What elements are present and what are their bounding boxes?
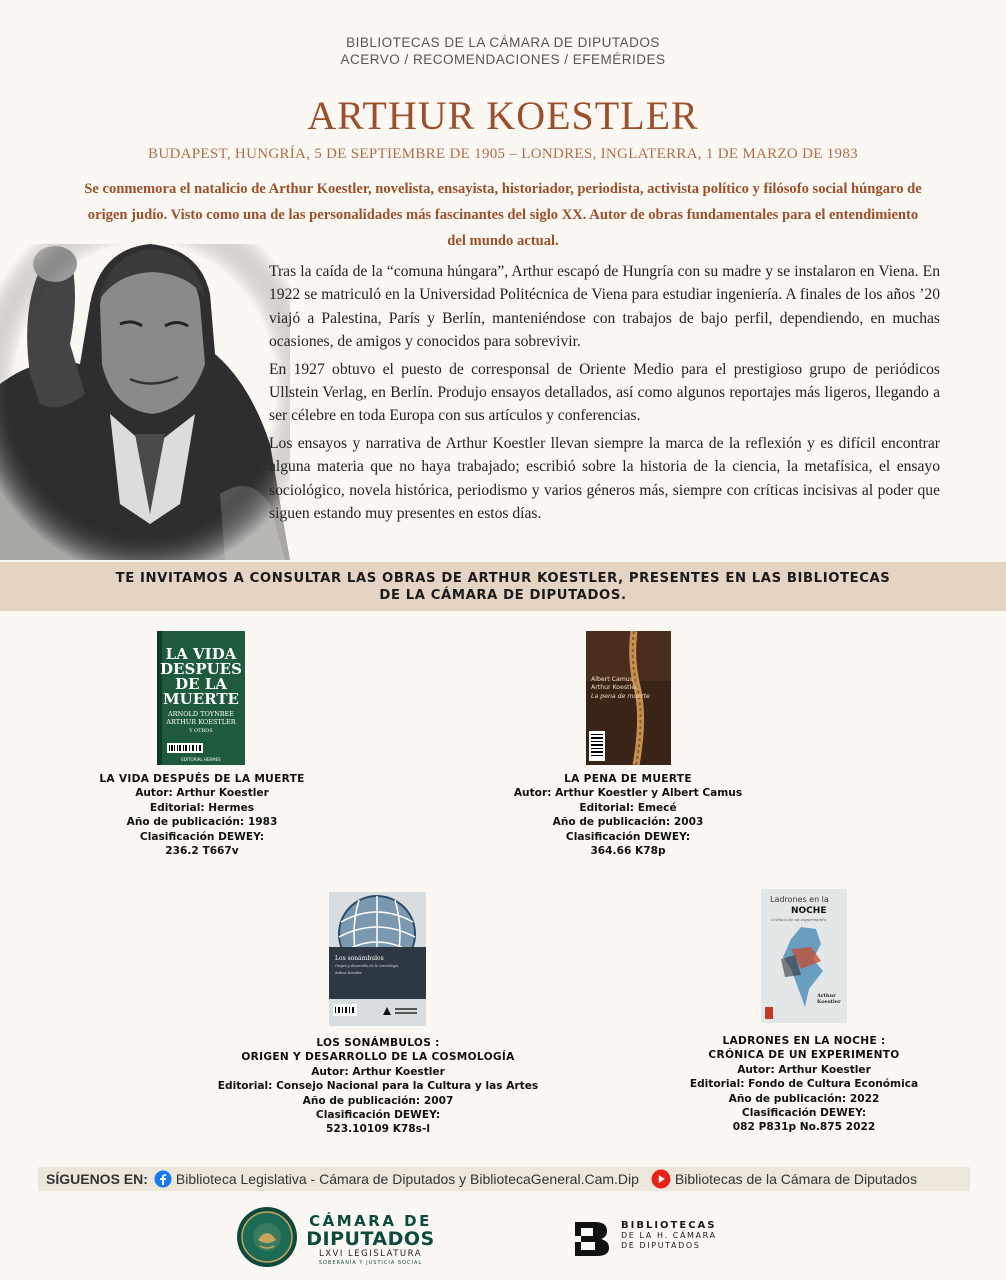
book-title-line2: CRÓNICA DE UN EXPERIMENTO <box>708 1049 900 1062</box>
svg-text:Arthur: Arthur <box>817 993 836 999</box>
book-publisher: Editorial: Fondo de Cultura Económica <box>689 1078 919 1091</box>
book-cover-pena-muerte <box>586 631 671 765</box>
svg-text:ARNOLD TOYNBEE: ARNOLD TOYNBEE <box>167 710 235 718</box>
camara-line4: SOBERANÍA Y JUSTICIA SOCIAL <box>318 1260 423 1266</box>
book-card-pena-muerte <box>488 772 768 858</box>
header-line2: ACERVO / RECOMENDACIONES / EFEMÉRIDES <box>340 52 666 67</box>
book-cover-ladrones-noche <box>761 889 847 1023</box>
social-label: SÍGUENOS EN: <box>46 1171 148 1187</box>
camara-line3: LXVI LEGISLATURA <box>318 1249 423 1259</box>
svg-text:MUERTE: MUERTE <box>163 690 239 708</box>
book-author: Autor: Arthur Koestler <box>737 1063 871 1076</box>
book-publisher: Editorial: Consejo Nacional para la Cultura y las Artes <box>217 1080 539 1093</box>
svg-text:NOCHE: NOCHE <box>791 906 827 916</box>
svg-text:Ladrones en la: Ladrones en la <box>770 895 829 904</box>
book-dewey: 236.2 T667v <box>165 845 239 858</box>
bib-line1: BIBLIOTECAS <box>621 1220 717 1231</box>
svg-text:DE LA: DE LA <box>175 675 227 693</box>
book-title-line1: LOS SONÁMBULOS : <box>316 1037 440 1049</box>
svg-text:ARTHUR KOESTLER: ARTHUR KOESTLER <box>166 718 236 726</box>
book-year: Año de publicación: 1983 <box>126 816 278 829</box>
banner-line1: TE INVITAMOS A CONSULTAR LAS OBRAS DE ARTHUR KOESTLER, PRESENTES EN LAS BIBLIOTECAS <box>115 571 891 586</box>
page-subtitle: BUDAPEST, HUNGRÍA, 5 DE SEPTIEMBRE DE 1905 – LONDRES, INGLATERRA, 1 DE MARZO DE 1983 <box>148 146 858 162</box>
header <box>0 34 1006 68</box>
book-title-line2: ORIGEN Y DESARROLLO DE LA COSMOLOGÍA <box>241 1051 515 1064</box>
camara-seal-logo <box>236 1206 298 1268</box>
svg-text:La pena de muerte: La pena de muerte <box>591 693 650 700</box>
facebook-link[interactable]: Biblioteca Legislativa - Cámara de Diputados y BibliotecaGeneral.Cam.Dip <box>175 1171 639 1187</box>
book-cover-vida-despues <box>157 631 245 765</box>
bibliotecas-logo <box>573 1220 617 1258</box>
book-publisher: Editorial: Hermes <box>149 801 255 814</box>
bio-paragraph-3: Los ensayos y narrativa de Arthur Koestler llevan siempre la marca de la reflexión y es difícil encontrar alguna materia que no haya trabajado; escribió sobre la historia de la ciencia, la metafísica, el ensayo sociológico, novela histórica, periodismo y varios géneros más, siempre con críticas incisivas al poder que siguen estando muy presentes en estos días. <box>269 434 940 523</box>
banner-line2: DE LA CÁMARA DE DIPUTADOS. <box>379 588 627 603</box>
youtube-link[interactable]: Bibliotecas de la Cámara de Diputados <box>674 1171 917 1187</box>
book-dewey: 364.66 K78p <box>590 845 666 858</box>
svg-text:Crónica de un experimento: Crónica de un experimento <box>771 917 827 922</box>
svg-text:Y OTROS: Y OTROS <box>189 728 213 734</box>
social-bar <box>38 1167 970 1191</box>
book-dewey-label: Clasificación DEWEY: <box>315 1109 441 1122</box>
book-card-sonambulos <box>178 1036 578 1137</box>
book-title: LA VIDA DESPUÉS DE LA MUERTE <box>99 773 305 785</box>
youtube-icon[interactable] <box>651 1169 671 1189</box>
book-publisher: Editorial: Emecé <box>579 801 677 814</box>
book-year: Año de publicación: 2022 <box>728 1092 880 1105</box>
book-card-vida-despues <box>82 772 322 858</box>
svg-text:Koestler: Koestler <box>817 999 841 1005</box>
book-author: Autor: Arthur Koestler y Albert Camus <box>513 787 743 800</box>
camara-line1: CÁMARA DE <box>309 1212 432 1230</box>
intro-text: Se conmemora el natalicio de Arthur Koestler, novelista, ensayista, historiador, periodista, activista político y filósofo social húngaro de origen judío. Visto como una de las personalidades más fascinantes del siglo XX. Autor de obras fundamentales para el entendimiento del mundo actual. <box>84 181 922 249</box>
svg-text:Arthur Koestler: Arthur Koestler <box>335 971 362 975</box>
book-year: Año de publicación: 2007 <box>302 1094 454 1107</box>
svg-text:Origen y desarrollo de la cosm: Origen y desarrollo de la cosmología <box>335 964 399 968</box>
book-title: LA PENA DE MUERTE <box>564 773 692 785</box>
book-dewey-label: Clasificación DEWEY: <box>565 830 691 843</box>
book-title-line1: LADRONES EN LA NOCHE : <box>722 1035 886 1047</box>
facebook-icon[interactable] <box>154 1170 172 1188</box>
bib-line3: DE DIPUTADOS <box>621 1241 701 1250</box>
book-dewey-label: Clasificación DEWEY: <box>139 830 265 843</box>
bib-line2: DE LA H. CÁMARA <box>621 1231 717 1240</box>
svg-text:DESPUES: DESPUES <box>160 660 242 678</box>
book-year: Año de publicación: 2003 <box>552 816 704 829</box>
book-dewey-label: Clasificación DEWEY: <box>741 1107 867 1120</box>
camara-line2: DIPUTADOS <box>306 1228 435 1250</box>
svg-text:Albert Camus: Albert Camus <box>591 676 633 683</box>
svg-text:Los sonámbulos: Los sonámbulos <box>335 955 384 962</box>
book-cover-sonambulos <box>329 892 426 1026</box>
header-line1: BIBLIOTECAS DE LA CÁMARA DE DIPUTADOS <box>346 35 660 50</box>
book-author: Autor: Arthur Koestler <box>311 1065 445 1078</box>
bio-paragraph-1: Tras la caída de la “comuna húngara”, Arthur escapó de Hungría con su madre y se instalaron en Viena. En 1922 se matriculó en la Universidad Politécnica de Viena para estudiar ingeniería. A finales de los años ’20 viajó a Palestina, París y Berlín, manteniéndose con trabajos de bajo perfil, dependiendo, en muchas ocasiones, de amigos y conocidos para sobrevivir. <box>269 263 940 351</box>
book-dewey: 523.10109 K78s-l <box>326 1123 430 1136</box>
camara-wordmark <box>298 1213 443 1267</box>
bio-paragraph-2: En 1927 obtuvo el puesto de corresponsal de Oriente Medio para el prestigioso grupo de periódicos Ullstein Verlag, en Berlín. Produjo ensayos detallados, así como algunos reportajes más ligeros, llegando a ser célebre en toda Europa con sus artículos y conferencias. <box>269 360 940 425</box>
page-title: ARTHUR KOESTLER <box>307 93 699 138</box>
biography <box>269 260 940 529</box>
bibliotecas-wordmark <box>621 1221 741 1251</box>
svg-text:EDITORIAL HERMES: EDITORIAL HERMES <box>181 757 221 762</box>
invite-banner-text <box>80 570 926 604</box>
book-card-ladrones-noche <box>664 1034 944 1135</box>
svg-text:LA VIDA: LA VIDA <box>165 645 237 663</box>
svg-text:Arthur Koestler: Arthur Koestler <box>591 684 638 691</box>
book-author: Autor: Arthur Koestler <box>135 787 269 800</box>
book-dewey: 082 P831p No.875 2022 <box>732 1121 876 1134</box>
author-portrait <box>0 244 290 560</box>
